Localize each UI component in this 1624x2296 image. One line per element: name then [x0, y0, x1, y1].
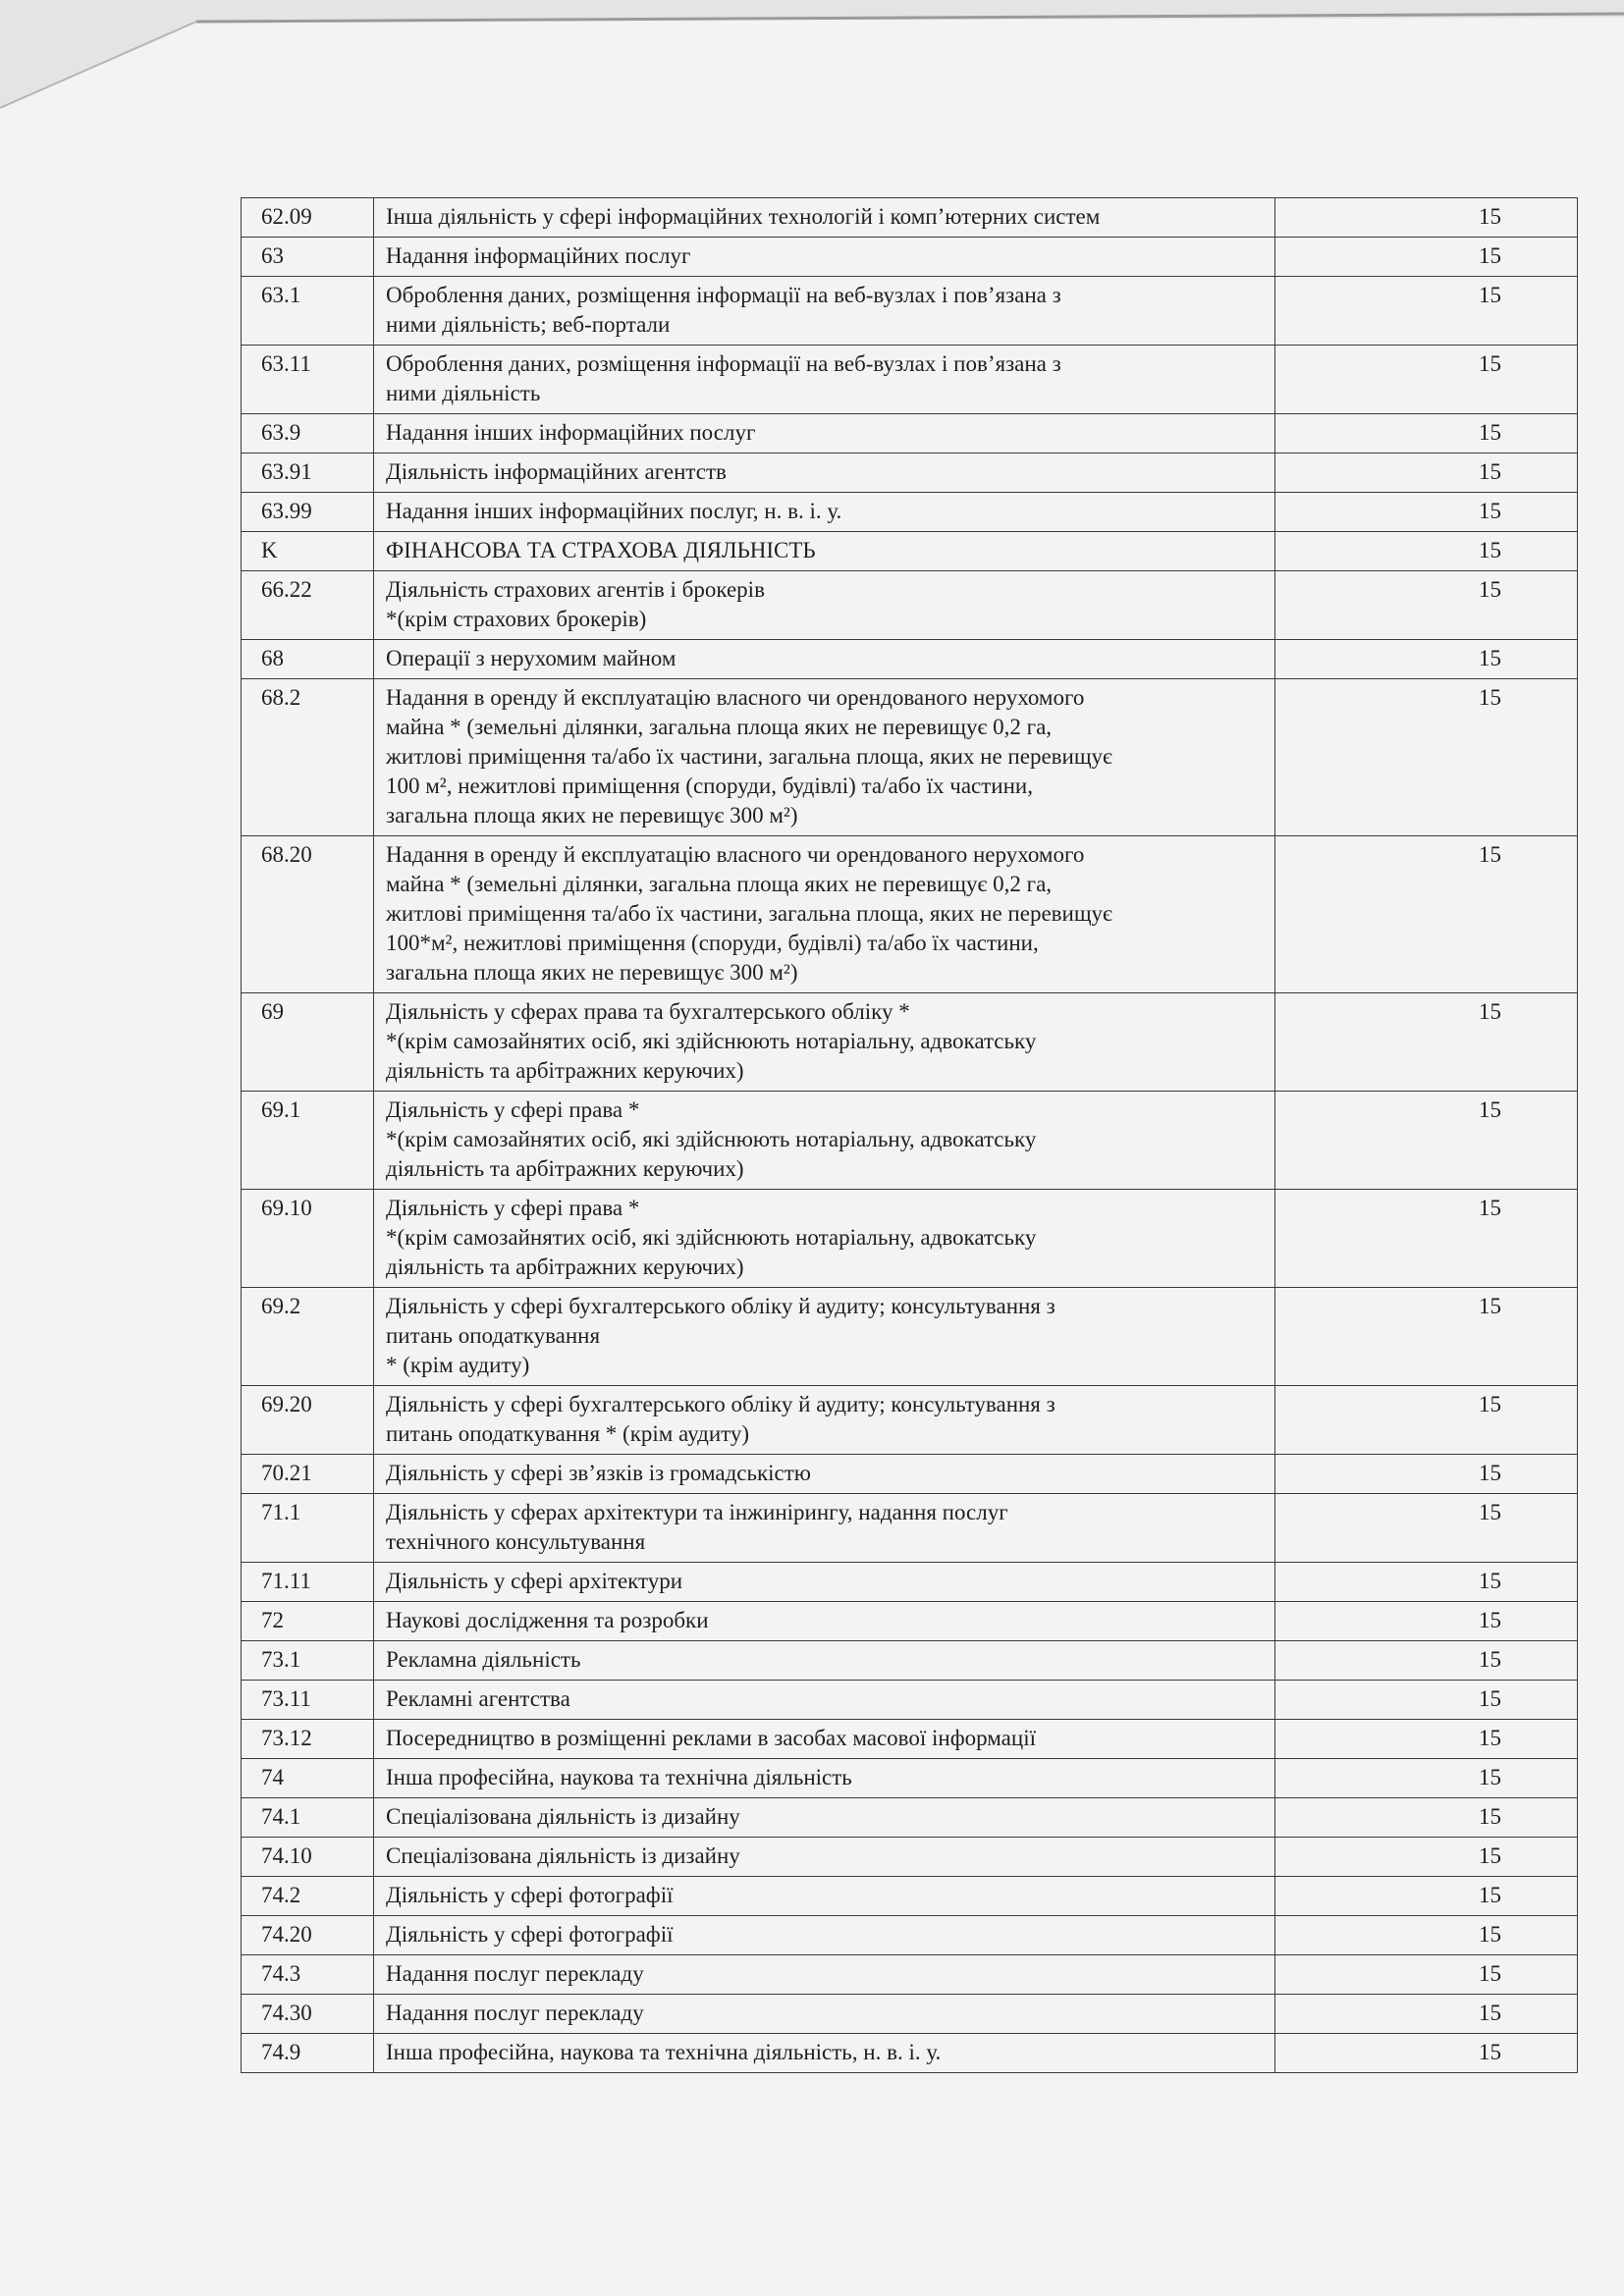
activity-name	[374, 1955, 1275, 1995]
activity-name-line: ФІНАНСОВА ТА СТРАХОВА ДІЯЛЬНІСТЬ	[386, 538, 816, 562]
activity-code: 73.12	[242, 1720, 374, 1759]
rate-cell	[1275, 679, 1578, 836]
rate-cell	[1275, 1602, 1578, 1641]
activity-name	[374, 1386, 1275, 1455]
rate-cell	[1275, 1190, 1578, 1288]
rate-value: 15	[1479, 1765, 1501, 1789]
rate-value: 15	[1479, 1569, 1501, 1593]
activity-name	[374, 1916, 1275, 1955]
activity-code: 69.2	[242, 1288, 374, 1386]
rate-value: 15	[1479, 2040, 1501, 2064]
rate-cell	[1275, 2034, 1578, 2073]
activity-name	[374, 198, 1275, 238]
activity-name-line: Спеціалізована діяльність із дизайну	[386, 1843, 740, 1868]
table-row	[242, 679, 1578, 836]
activity-name-line: загальна площа яких не перевищує 300 м²)	[386, 960, 798, 985]
table-row	[242, 836, 1578, 993]
activity-code: 68.20	[242, 836, 374, 993]
rate-cell	[1275, 571, 1578, 640]
table-row	[242, 238, 1578, 277]
activity-name	[374, 1190, 1275, 1288]
activity-code: 73.1	[242, 1641, 374, 1681]
activity-name-line: житлові приміщення та/або їх частини, загальна площа, яких не перевищує	[386, 744, 1112, 769]
rate-cell	[1275, 1759, 1578, 1798]
activity-code: 69.10	[242, 1190, 374, 1288]
table-row	[242, 454, 1578, 493]
rate-cell	[1275, 238, 1578, 277]
activity-name-line: Діяльність у сфері бухгалтерського обліку й аудиту; консультування з	[386, 1392, 1056, 1416]
table-row	[242, 1563, 1578, 1602]
rate-value: 15	[1479, 999, 1501, 1024]
rate-value: 15	[1479, 2001, 1501, 2025]
table-row	[242, 1190, 1578, 1288]
activity-name	[374, 1995, 1275, 2034]
activity-name	[374, 493, 1275, 532]
rate-cell	[1275, 1955, 1578, 1995]
table-row	[242, 1681, 1578, 1720]
activity-name	[374, 1602, 1275, 1641]
table-row	[242, 1916, 1578, 1955]
rate-cell	[1275, 836, 1578, 993]
activity-name-line: Діяльність у сфері фотографії	[386, 1922, 674, 1947]
activity-name-line: технічного консультування	[386, 1529, 646, 1554]
table-row	[242, 532, 1578, 571]
activity-code: 71.11	[242, 1563, 374, 1602]
rate-value: 15	[1479, 459, 1501, 484]
activity-name-line: Діяльність у сферах права та бухгалтерського обліку *	[386, 999, 910, 1024]
rate-value: 15	[1479, 685, 1501, 710]
table-row	[242, 1092, 1578, 1190]
activity-code: 63.99	[242, 493, 374, 532]
activity-name-line: майна * (земельні ділянки, загальна площа яких не перевищує 0,2 га,	[386, 872, 1053, 896]
table-row	[242, 640, 1578, 679]
rate-value: 15	[1479, 351, 1501, 376]
activity-name	[374, 836, 1275, 993]
rate-value: 15	[1479, 1608, 1501, 1632]
activity-code: 74	[242, 1759, 374, 1798]
rate-cell	[1275, 1877, 1578, 1916]
rate-cell	[1275, 1681, 1578, 1720]
activity-name-line: Надання в оренду й експлуатацію власного чи орендованого нерухомого	[386, 842, 1085, 867]
activity-name	[374, 346, 1275, 414]
rate-cell	[1275, 277, 1578, 346]
activity-name-line: Оброблення даних, розміщення інформації на веб-вузлах і пов’язана з	[386, 283, 1061, 307]
activity-code: 63.9	[242, 414, 374, 454]
table-row	[242, 1759, 1578, 1798]
activity-code: 63	[242, 238, 374, 277]
activity-name-line: Надання інформаційних послуг	[386, 243, 691, 268]
rate-value: 15	[1479, 1647, 1501, 1672]
rate-cell	[1275, 1798, 1578, 1838]
rate-cell	[1275, 198, 1578, 238]
activity-name-line: Діяльність у сфері зв’язків із громадськістю	[386, 1461, 811, 1485]
rate-value: 15	[1479, 1500, 1501, 1524]
rate-value: 15	[1479, 1196, 1501, 1220]
rate-cell	[1275, 414, 1578, 454]
activity-name-line: Діяльність у сфері права *	[386, 1196, 640, 1220]
activity-name-line: діяльність та арбітражних керуючих)	[386, 1156, 744, 1181]
rate-value: 15	[1479, 577, 1501, 602]
activity-name	[374, 1288, 1275, 1386]
activity-name-line: Надання інших інформаційних послуг, н. в. і. у.	[386, 499, 842, 523]
rate-cell	[1275, 454, 1578, 493]
table-row	[242, 1995, 1578, 2034]
rate-value: 15	[1479, 842, 1501, 867]
activity-name-line: *(крім страхових брокерів)	[386, 607, 647, 631]
activity-code: 63.91	[242, 454, 374, 493]
activity-name-line: Спеціалізована діяльність із дизайну	[386, 1804, 740, 1829]
rate-value: 15	[1479, 1686, 1501, 1711]
activity-name-line: майна * (земельні ділянки, загальна площа яких не перевищує 0,2 га,	[386, 715, 1053, 739]
activity-name	[374, 1877, 1275, 1916]
activity-name	[374, 238, 1275, 277]
activity-name-line: Оброблення даних, розміщення інформації на веб-вузлах і пов’язана з	[386, 351, 1061, 376]
table-row	[242, 571, 1578, 640]
table-row	[242, 1720, 1578, 1759]
activity-code: 63.1	[242, 277, 374, 346]
activity-name-line: питань оподаткування * (крім аудиту)	[386, 1421, 750, 1446]
activity-name-line: Наукові дослідження та розробки	[386, 1608, 709, 1632]
activity-name	[374, 454, 1275, 493]
rate-cell	[1275, 993, 1578, 1092]
activity-name-line: житлові приміщення та/або їх частини, загальна площа, яких не перевищує	[386, 901, 1112, 926]
activity-code: 74.3	[242, 1955, 374, 1995]
table-row	[242, 1955, 1578, 1995]
activity-name-line: питань оподаткування	[386, 1323, 601, 1348]
activity-code: 71.1	[242, 1494, 374, 1563]
activity-code: 68.2	[242, 679, 374, 836]
rate-cell	[1275, 1838, 1578, 1877]
activity-name	[374, 993, 1275, 1092]
rate-cell	[1275, 1995, 1578, 2034]
activity-name-line: 100 м², нежитлові приміщення (споруди, будівлі) та/або їх частини,	[386, 774, 1033, 798]
table-row	[242, 1288, 1578, 1386]
rate-cell	[1275, 532, 1578, 571]
activity-name-line: *(крім самозайнятих осіб, які здійснюють нотаріальну, адвокатську	[386, 1029, 1037, 1053]
activity-name-line: діяльність та арбітражних керуючих)	[386, 1058, 744, 1083]
table-row	[242, 993, 1578, 1092]
table-row	[242, 198, 1578, 238]
activity-code: 69.20	[242, 1386, 374, 1455]
activity-name-line: Посередництво в розміщенні реклами в засобах масової інформації	[386, 1726, 1036, 1750]
table-row	[242, 1494, 1578, 1563]
activity-name-line: Інша діяльність у сфері інформаційних технологій і комп’ютерних систем	[386, 204, 1101, 229]
rate-cell	[1275, 1092, 1578, 1190]
activity-code: 69.1	[242, 1092, 374, 1190]
activity-code: 63.11	[242, 346, 374, 414]
table-row	[242, 414, 1578, 454]
activity-name	[374, 1798, 1275, 1838]
rate-value: 15	[1479, 204, 1501, 229]
activity-name-line: Діяльність у сфері права *	[386, 1097, 640, 1122]
rate-value: 15	[1479, 1883, 1501, 1907]
activity-name	[374, 277, 1275, 346]
rate-cell	[1275, 1455, 1578, 1494]
scanned-page-edge	[0, 0, 1624, 39]
activity-codes-table	[241, 197, 1578, 2073]
table-row	[242, 1641, 1578, 1681]
activity-name	[374, 1455, 1275, 1494]
activity-name	[374, 1494, 1275, 1563]
rate-value: 15	[1479, 243, 1501, 268]
activity-name-line: Операції з нерухомим майном	[386, 646, 677, 670]
rate-value: 15	[1479, 283, 1501, 307]
activity-code: 72	[242, 1602, 374, 1641]
table-row	[242, 493, 1578, 532]
rate-value: 15	[1479, 499, 1501, 523]
rate-value: 15	[1479, 646, 1501, 670]
rate-cell	[1275, 346, 1578, 414]
activity-name-line: загальна площа яких не перевищує 300 м²)	[386, 803, 798, 828]
activity-name	[374, 640, 1275, 679]
activity-name	[374, 1681, 1275, 1720]
activity-name-line: Рекламні агентства	[386, 1686, 570, 1711]
activity-name	[374, 2034, 1275, 2073]
rate-value: 15	[1479, 1726, 1501, 1750]
table-body	[242, 198, 1578, 2073]
activity-name-line: діяльність та арбітражних керуючих)	[386, 1255, 744, 1279]
activity-name	[374, 1720, 1275, 1759]
activity-code: 62.09	[242, 198, 374, 238]
table-row	[242, 1455, 1578, 1494]
table-row	[242, 1602, 1578, 1641]
activity-name-line: Рекламна діяльність	[386, 1647, 581, 1672]
rate-value: 15	[1479, 1294, 1501, 1318]
rate-value: 15	[1479, 1843, 1501, 1868]
activity-name-line: ними діяльність	[386, 381, 541, 405]
activity-code: 69	[242, 993, 374, 1092]
table-row	[242, 1877, 1578, 1916]
activity-name-line: Діяльність страхових агентів і брокерів	[386, 577, 765, 602]
rate-cell	[1275, 640, 1578, 679]
rate-value: 15	[1479, 1804, 1501, 1829]
activity-name-line: Діяльність у сфері архітектури	[386, 1569, 683, 1593]
rate-value: 15	[1479, 1392, 1501, 1416]
activity-name-line: *(крім самозайнятих осіб, які здійснюють нотаріальну, адвокатську	[386, 1225, 1037, 1250]
activity-name	[374, 1838, 1275, 1877]
activity-name-line: Надання послуг перекладу	[386, 1961, 644, 1986]
activity-name-line: Інша професійна, наукова та технічна діяльність	[386, 1765, 852, 1789]
rate-value: 15	[1479, 538, 1501, 562]
activity-name-line: Надання інших інформаційних послуг	[386, 420, 756, 445]
table-row	[242, 1798, 1578, 1838]
activity-name-line: *(крім самозайнятих осіб, які здійснюють нотаріальну, адвокатську	[386, 1127, 1037, 1151]
activity-code: 74.30	[242, 1995, 374, 2034]
rate-value: 15	[1479, 1922, 1501, 1947]
activity-name-line: Діяльність у сферах архітектури та інжинірингу, надання послуг	[386, 1500, 1008, 1524]
activity-code: 68	[242, 640, 374, 679]
activity-name-line: Інша професійна, наукова та технічна діяльність, н. в. і. у.	[386, 2040, 942, 2064]
activity-name	[374, 679, 1275, 836]
table-row	[242, 346, 1578, 414]
table-row	[242, 1386, 1578, 1455]
rate-cell	[1275, 1720, 1578, 1759]
rate-cell	[1275, 1386, 1578, 1455]
activity-code: 74.1	[242, 1798, 374, 1838]
activity-name-line: Надання в оренду й експлуатацію власного чи орендованого нерухомого	[386, 685, 1085, 710]
rate-value: 15	[1479, 420, 1501, 445]
activity-name	[374, 1563, 1275, 1602]
activity-code: K	[242, 532, 374, 571]
rate-cell	[1275, 1641, 1578, 1681]
activity-name	[374, 532, 1275, 571]
rate-cell	[1275, 493, 1578, 532]
activity-name	[374, 414, 1275, 454]
activity-code: 66.22	[242, 571, 374, 640]
activity-name-line: 100*м², нежитлові приміщення (споруди, будівлі) та/або їх частини,	[386, 931, 1039, 955]
activity-name-line: Надання послуг перекладу	[386, 2001, 644, 2025]
rate-value: 15	[1479, 1461, 1501, 1485]
activity-code: 74.2	[242, 1877, 374, 1916]
activity-code: 74.10	[242, 1838, 374, 1877]
rate-cell	[1275, 1288, 1578, 1386]
activity-code: 70.21	[242, 1455, 374, 1494]
table-row	[242, 277, 1578, 346]
rate-value: 15	[1479, 1097, 1501, 1122]
table-row	[242, 2034, 1578, 2073]
activity-code: 74.20	[242, 1916, 374, 1955]
activity-name	[374, 1759, 1275, 1798]
activity-name-line: * (крім аудиту)	[386, 1353, 530, 1377]
activity-name-line: Діяльність у сфері бухгалтерського обліку й аудиту; консультування з	[386, 1294, 1056, 1318]
activity-code: 73.11	[242, 1681, 374, 1720]
activity-name-line: Діяльність у сфері фотографії	[386, 1883, 674, 1907]
activity-name	[374, 571, 1275, 640]
rate-cell	[1275, 1563, 1578, 1602]
activity-name	[374, 1092, 1275, 1190]
activity-name-line: Діяльність інформаційних агентств	[386, 459, 727, 484]
table-row	[242, 1838, 1578, 1877]
activity-name-line: ними діяльність; веб-портали	[386, 312, 671, 337]
rate-value: 15	[1479, 1961, 1501, 1986]
activity-code: 74.9	[242, 2034, 374, 2073]
activity-name	[374, 1641, 1275, 1681]
rate-cell	[1275, 1916, 1578, 1955]
rate-cell	[1275, 1494, 1578, 1563]
